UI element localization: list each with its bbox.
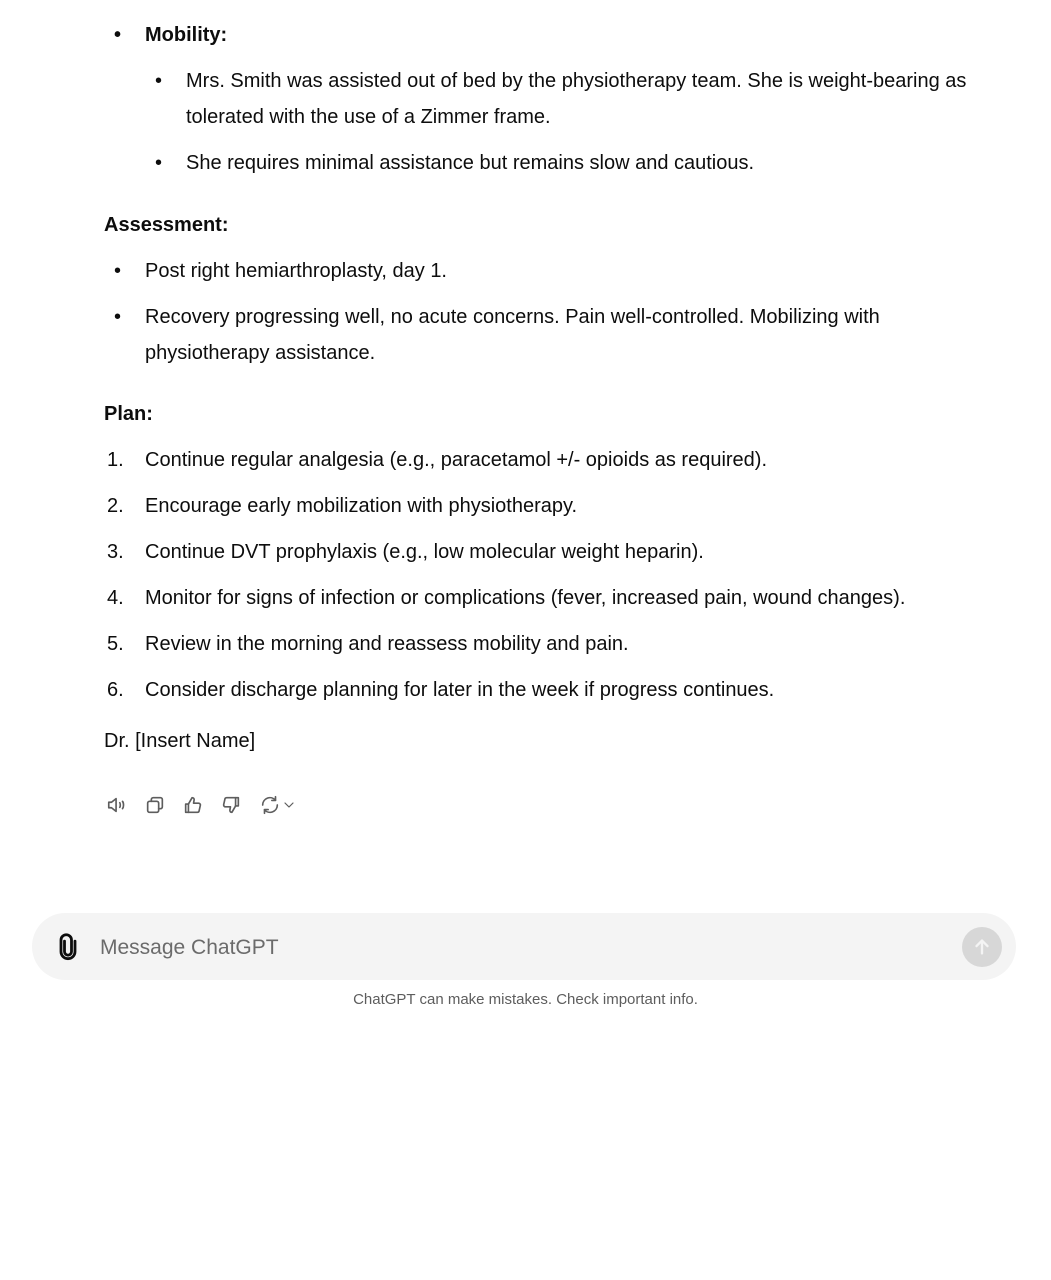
list-item: 5. Review in the morning and reassess mobility and pain. [104, 626, 1024, 662]
mobility-list [104, 17, 1024, 53]
assessment-heading: Assessment: [104, 214, 229, 236]
chevron-down-icon [281, 797, 297, 813]
list-item: 2. Encourage early mobilization with physiotherapy. [104, 488, 1024, 524]
disclaimer-text: ChatGPT can make mistakes. Check important info. [353, 991, 698, 1008]
signature: Dr. [Insert Name] [104, 730, 256, 752]
list-number: 2. [107, 495, 124, 517]
paperclip-icon[interactable] [54, 933, 82, 961]
list-number: 4. [107, 587, 124, 609]
read-aloud-icon[interactable] [104, 792, 130, 818]
thumbs-down-icon[interactable] [218, 792, 244, 818]
regenerate-icon [259, 794, 281, 816]
list-number: 3. [107, 541, 124, 563]
list-number: 5. [107, 633, 124, 655]
list-item: 3. Continue DVT prophylaxis (e.g., low molecular weight heparin). [104, 534, 1024, 570]
message-input[interactable] [98, 931, 942, 965]
mobility-sublist [145, 63, 1024, 181]
mobility-heading: • Mobility: [104, 17, 1024, 53]
list-item: 4. Monitor for signs of infection or complications (fever, increased pain, wound changes). [104, 580, 1024, 616]
list-item: 6. Consider discharge planning for later in the week if progress continues. [104, 672, 1024, 708]
message-composer [32, 913, 1016, 980]
copy-icon[interactable] [142, 792, 168, 818]
list-item: • Mrs. Smith was assisted out of bed by the physiotherapy team. She is weight-bearing as tolerated with the use of a Zimmer frame. [145, 63, 1024, 135]
thumbs-up-icon[interactable] [180, 792, 206, 818]
list-item: • Recovery progressing well, no acute concerns. Pain well-controlled. Mobilizing with physiotherapy assistance. [104, 299, 945, 371]
arrow-up-icon [971, 936, 993, 958]
list-item: • She requires minimal assistance but remains slow and cautious. [145, 145, 1024, 181]
list-item: • Post right hemiarthroplasty, day 1. [104, 253, 1024, 289]
send-button[interactable] [962, 927, 1002, 967]
list-number: 6. [107, 679, 124, 701]
plan-heading: Plan: [104, 403, 153, 425]
assessment-list [104, 253, 1024, 371]
list-number: 1. [107, 449, 124, 471]
regenerate-button[interactable] [256, 792, 300, 818]
list-item: 1. Continue regular analgesia (e.g., paracetamol +/- opioids as required). [104, 442, 1024, 478]
assistant-message [104, 0, 1024, 759]
plan-list [104, 442, 1024, 708]
message-actions [104, 792, 312, 818]
